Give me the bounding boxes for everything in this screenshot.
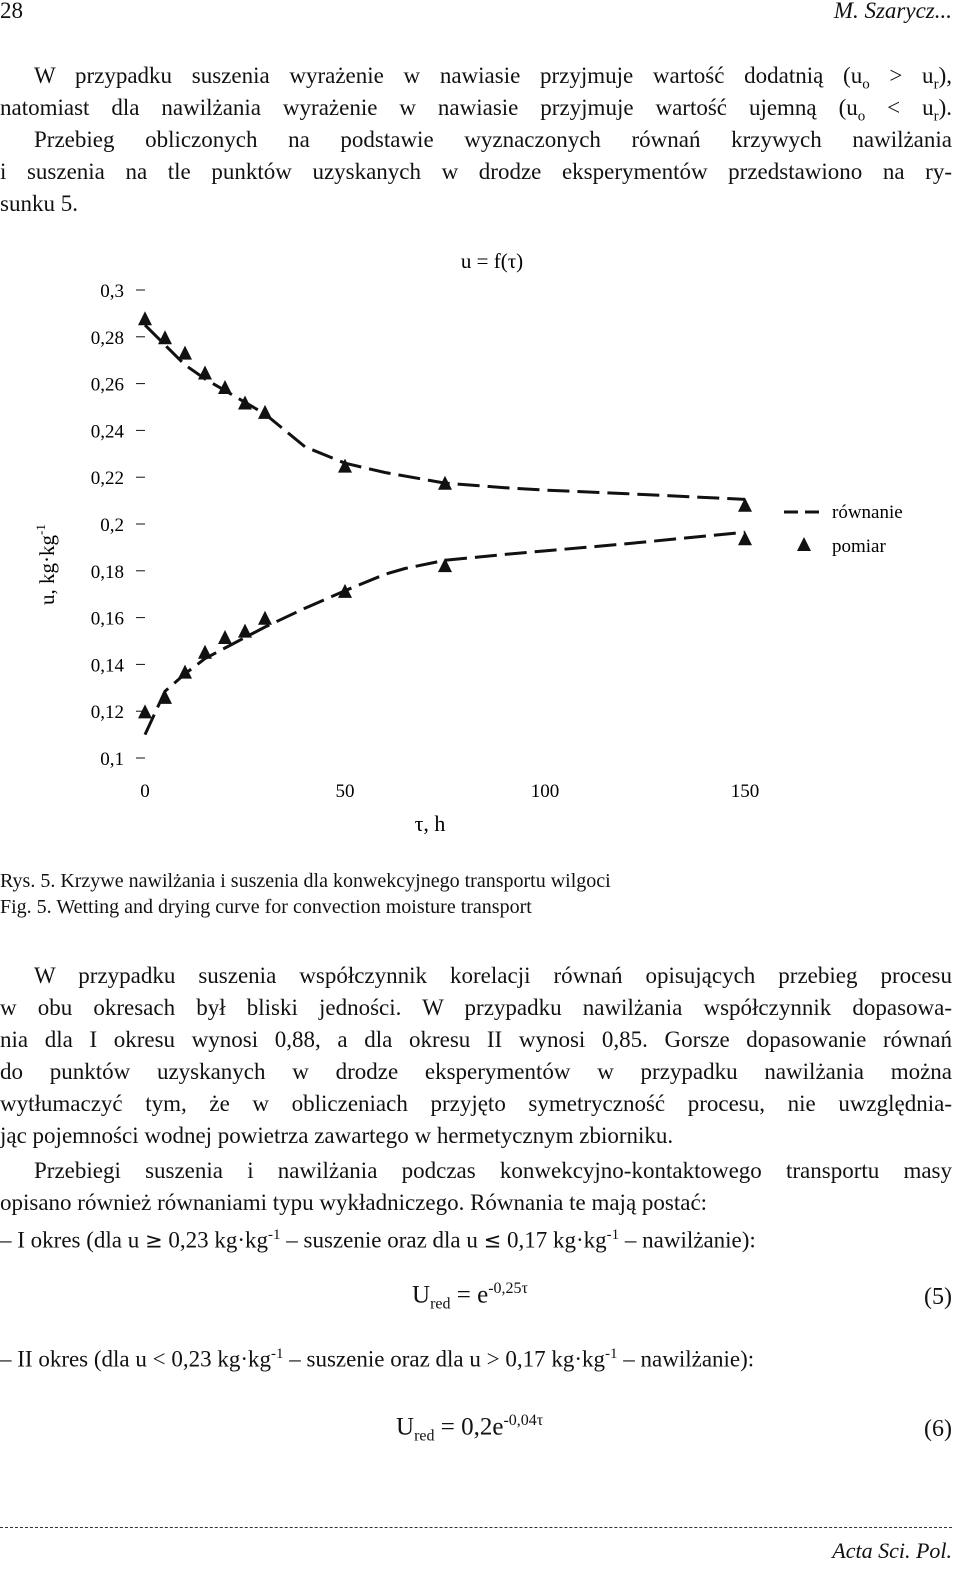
intro-line-2: natomiast dla nawilżania wyrażenie w nawiasie przyjmuje wartość ujemną $(u_o < u_r)$. <box>0 95 952 125</box>
marker-pomiar <box>258 611 272 625</box>
footer-rule <box>0 1527 952 1528</box>
intro-line-1: W przypadku suszenia wyrażenie w nawiasie przyjmuje wartość dodatnią $(u_o > u_r)$, <box>34 63 952 93</box>
equation-5-number: (5) <box>924 1284 952 1310</box>
y-tick-label: 0,16 <box>90 608 124 630</box>
equation-5: $U_{red} = e^{-0,25\tau}$ <box>412 1280 528 1313</box>
figure-caption-en: Fig. 5. Wetting and drying curve for convection moisture transport <box>0 896 532 918</box>
marker-pomiar <box>218 630 232 644</box>
marker-pomiar <box>258 405 272 419</box>
marker-pomiar <box>238 395 252 409</box>
marker-pomiar <box>178 346 192 360</box>
x-axis <box>140 781 759 802</box>
marker-pomiar <box>158 330 172 344</box>
y-axis-label: u, $kg\cdot kg^{-1}$ <box>33 524 59 605</box>
body-paragraph-2 <box>0 1155 952 1251</box>
y-tick-label: 0,22 <box>90 468 124 490</box>
y-tick-label: 0,3 <box>100 281 124 302</box>
body-p2-line-1: Przebiegi suszenia i nawilżania podczas konwekcyjno-kontaktowego transportu masy <box>34 1158 952 1183</box>
marker-pomiar <box>238 624 252 638</box>
marker-pomiar <box>198 366 212 380</box>
body-p2-line-2: opisano również równaniami typu wykładniczego. Równania te mają postać: <box>0 1190 708 1215</box>
list-item-period-1: – I okres (dla u ≥ 0,23 $kg\cdot kg^{-1}$ – suszenie oraz dla u ≤ 0,17 $kg\cdot kg^{-1}$ – nawilżanie): <box>0 1227 756 1253</box>
body-p1-line-2: w obu okresach był bliski jedności. W przypadku nawilżania współczynnik dopasowa- <box>0 995 952 1020</box>
marker-pomiar <box>738 531 752 545</box>
y-tick-label: 0,18 <box>90 561 124 583</box>
y-tick-label: 0,26 <box>90 374 124 396</box>
y-axis <box>91 281 145 770</box>
y-tick-label: 0,24 <box>90 421 124 443</box>
page-number: 28 <box>0 0 23 23</box>
y-tick-label: 0,2 <box>100 515 124 536</box>
x-axis-label: τ, h <box>414 811 446 836</box>
x-tick-label: 150 <box>730 781 760 802</box>
running-title: M. Szarycz... <box>833 0 952 23</box>
y-tick-label: 0,1 <box>100 749 124 770</box>
list-item-period-2: – II okres (dla u < 0,23 $kg\cdot kg^{-1}$ – suszenie oraz dla u > 0,17 $kg\cdot kg^{-1}$ – nawilżanie): <box>0 1346 755 1372</box>
body-p1-line-6: jąc pojemności wodnej powietrza zawartego w hermetycznym zbiorniku. <box>0 1123 674 1148</box>
equation-6: $U_{red} = 0,2e^{-0,04\tau}$ <box>396 1412 544 1445</box>
y-tick-label: 0,12 <box>90 702 124 724</box>
y-tick-label: 0,14 <box>90 655 124 677</box>
body-p1-line-5: wytłumaczyć tym, że w obliczeniach przyjęto symetryczność procesu, nie uwzględnia- <box>0 1091 952 1116</box>
marker-pomiar <box>198 645 212 659</box>
legend <box>784 502 903 557</box>
equation-curves <box>145 325 745 734</box>
body-p1-line-3: nia dla I okresu wynosi 0,88, a dla okresu II wynosi 0,85. Gorsze dopasowanie równań <box>0 1027 952 1052</box>
curve-rownanie <box>145 325 745 499</box>
marker-pomiar <box>338 584 352 598</box>
intro-line-5: sunku 5. <box>0 191 78 216</box>
intro-line-3: Przebieg obliczonych na podstawie wyznaczonych równań krzywych nawilżania <box>34 127 952 152</box>
legend-triangle-marker <box>797 537 811 551</box>
y-tick-label: 0,28 <box>90 327 124 349</box>
body-p1-line-1: W przypadku suszenia współczynnik korelacji równań opisujących przebieg procesu <box>34 963 952 988</box>
chart-title: u = f(τ) <box>460 249 524 273</box>
body-p1-line-4: do punktów uzyskanych w drodze eksperymentów w przypadku nawilżania można <box>0 1059 952 1084</box>
intro-line-4: i suszenia na tle punktów uzyskanych w drodze eksperymentów przedstawiono na ry- <box>0 159 952 184</box>
measurement-markers <box>138 311 752 718</box>
marker-pomiar <box>138 311 152 325</box>
legend-label-pomiar: pomiar <box>832 536 886 557</box>
body-paragraph-1 <box>0 960 952 1152</box>
x-tick-label: 100 <box>530 781 560 802</box>
marker-pomiar <box>158 690 172 704</box>
x-tick-label: 0 <box>140 781 150 802</box>
equation-6-number: (6) <box>924 1416 952 1442</box>
legend-label-rownanie: równanie <box>832 502 903 523</box>
x-tick-label: 50 <box>335 781 355 802</box>
footer-journal: Acta Sci. Pol. <box>832 1538 952 1563</box>
figure-caption-pl: Rys. 5. Krzywe nawilżania i suszenia dla konwekcyjnego transportu wilgoci <box>0 870 611 892</box>
